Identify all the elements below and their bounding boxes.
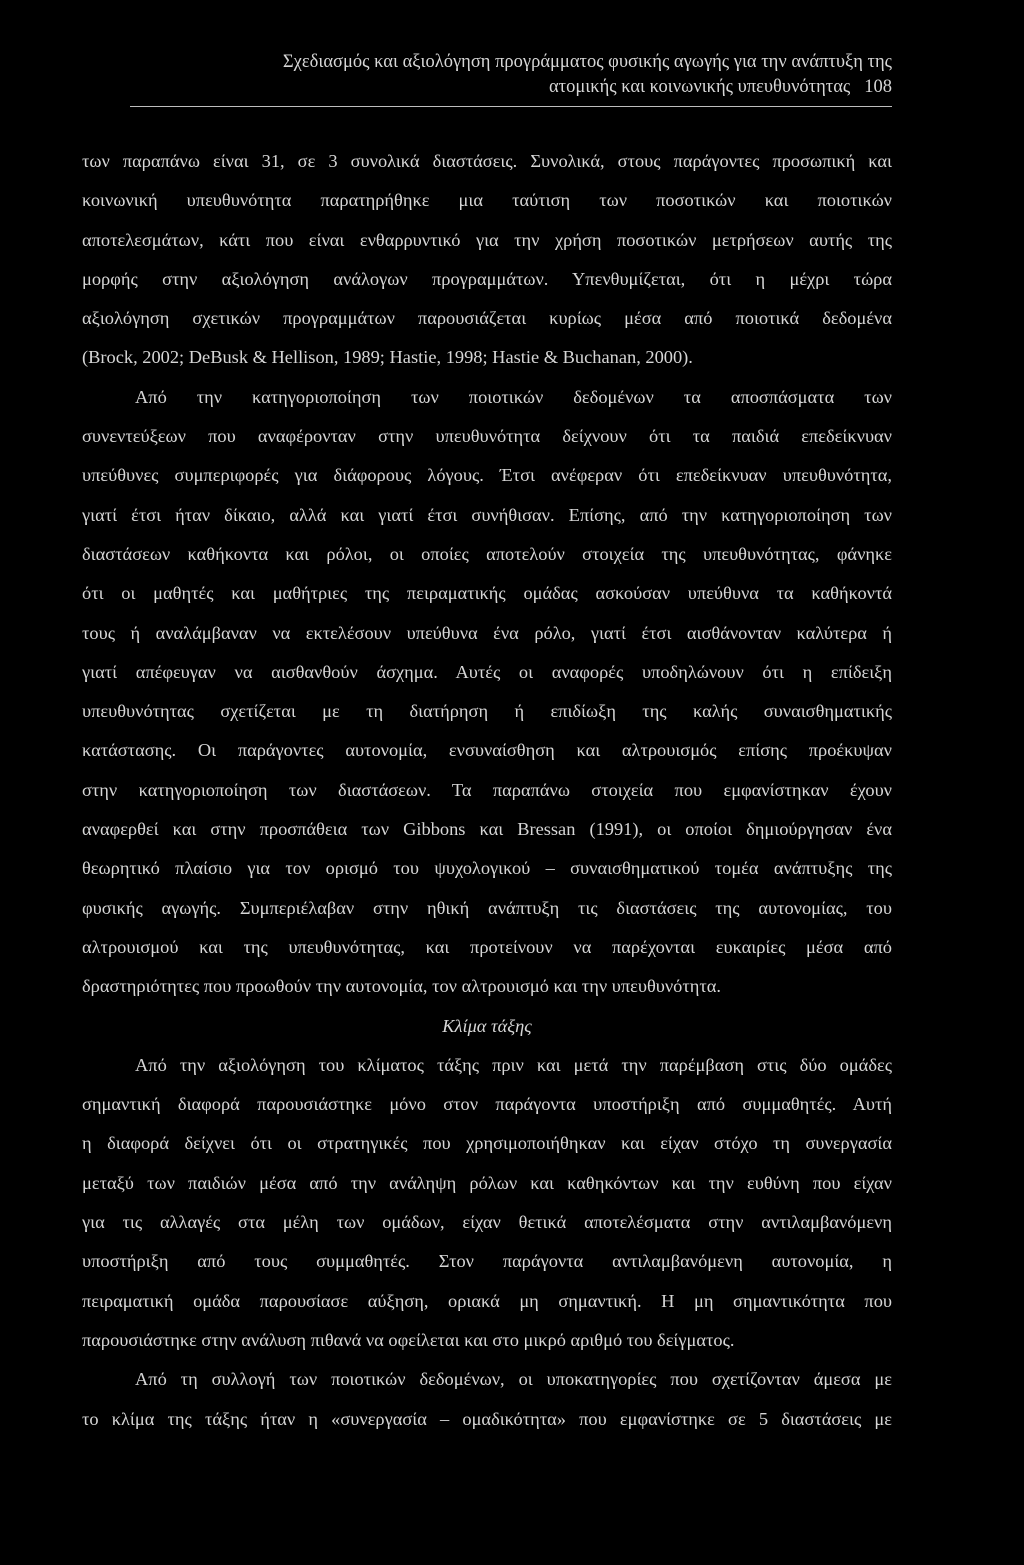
text-line: κατάστασης. Οι παράγοντες αυτονομία, ενσυναίσθηση και αλτρουισμός επίσης προέκυψαν [82, 740, 892, 761]
text-line: διαστάσεων καθήκοντα και ρόλοι, οι οποίες αποτελούν στοιχεία της υπευθυνότητας, φάνηκε [82, 543, 892, 564]
running-head [130, 50, 892, 100]
text-line: φυσικής αγωγής. Συμπεριέλαβαν στην ηθική ανάπτυξη τις διαστάσεις της αυτονομίας, του [82, 897, 892, 918]
text-line: η διαφορά δείχνει ότι οι στρατηγικές που χρησιμοποιήθηκαν και είχαν στόχο τη συνεργασία [82, 1133, 892, 1154]
header-rule [130, 106, 892, 107]
text-line: γιατί έτσι ήταν δίκαιο, αλλά και γιατί έτσι συνήθισαν. Επίσης, από την κατηγοριοποίηση των [82, 504, 892, 525]
running-head-title-line-2 [130, 75, 892, 100]
text-line: Από την κατηγοριοποίηση των ποιοτικών δεδομένων τα αποσπάσματα των [135, 386, 892, 407]
text-line: μορφής στην αξιολόγηση ανάλογων προγραμμάτων. Υπενθυμίζεται, ότι η μέχρι τώρα [82, 268, 892, 289]
text-line: κοινωνική υπευθυνότητα παρατηρήθηκε μια ταύτιση των ποσοτικών και ποιοτικών [82, 190, 892, 211]
text-line: παρουσιάστηκε στην ανάλυση πιθανά να οφείλεται και στο μικρό αριθμό του δείγματος. [82, 1329, 735, 1350]
text-line: στην κατηγοριοποίηση των διαστάσεων. Τα παραπάνω στοιχεία που εμφανίστηκαν έχουν [82, 779, 892, 800]
text-line: αναφερθεί και στην προσπάθεια των Gibbons και Bressan (1991), οι οποίοι δημιούργησαν ένα [82, 819, 892, 840]
text-line: αποτελεσμάτων, κάτι που είναι ενθαρρυντικό για την χρήση ποσοτικών μετρήσεων αυτής της [82, 229, 892, 250]
text-line: υπευθυνότητας σχετίζεται με τη διατήρηση ή επιδίωξη της καλής συναισθηματικής [82, 701, 892, 722]
text-line: τους ή αναλάμβαναν να εκτελέσουν υπεύθυνα ένα ρόλο, γιατί έτσι αισθάνονταν καλύτερα ή [82, 622, 892, 643]
text-line: για τις αλλαγές στα μέλη των ομάδων, είχαν θετικά αποτελέσματα στην αντιλαμβανόμενη [82, 1212, 892, 1233]
running-head-title-line-1: Σχεδιασμός και αξιολόγηση προγράμματος φυσικής αγωγής για την ανάπτυξη της [282, 52, 892, 72]
text-line: συνεντεύξεων που αναφέρονταν στην υπευθυνότητα δείχνουν ότι τα παιδιά επεδείκνυαν [82, 426, 892, 447]
section-heading: Κλίμα τάξης [442, 1015, 532, 1036]
text-line: αξιολόγηση σχετικών προγραμμάτων παρουσιάζεται κυρίως μέσα από ποιοτικά δεδομένα [82, 308, 892, 329]
text-line: αλτρουισμού και της υπευθυνότητας, και προτείνουν να παρέχονται ευκαιρίες μέσα από [82, 936, 892, 957]
text-line: θεωρητικό πλαίσιο για τον ορισμό του ψυχολογικού – συναισθηματικού τομέα ανάπτυξης της [82, 858, 892, 879]
text-line: ότι οι μαθητές και μαθήτριες της πειραματικής ομάδας ασκούσαν υπεύθυνα τα καθήκοντά [82, 583, 892, 604]
text-line: δραστηριότητες που προωθούν την αυτονομία, τον αλτρουισμό και την υπευθυνότητα. [82, 976, 722, 997]
text-line: μεταξύ των παιδιών μέσα από την ανάληψη ρόλων και καθηκόντων και την ευθύνη που είχαν [82, 1172, 892, 1193]
text-line: πειραματική ομάδα παρουσίασε αύξηση, οριακά μη σημαντική. Η μη σημαντικότητα που [82, 1290, 892, 1311]
page-number: 108 [864, 77, 892, 97]
body-text [82, 142, 892, 1439]
text-line: υποστήριξη από τους συμμαθητές. Στον παράγοντα αντιλαμβανόμενη αυτονομία, η [82, 1251, 892, 1272]
text-line: γιατί απέφευγαν να αισθανθούν άσχημα. Αυτές οι αναφορές υποδηλώνουν ότι η επίδειξη [82, 661, 892, 682]
text-line: σημαντική διαφορά παρουσιάστηκε μόνο στον παράγοντα υποστήριξη από συμμαθητές. Αυτή [82, 1094, 892, 1115]
running-head-title-line-2-text: ατομικής και κοινωνικής υπευθυνότητας [548, 77, 851, 97]
text-line: (Brock, 2002; DeBusk & Hellison, 1989; Hastie, 1998; Hastie & Buchanan, 2000). [82, 347, 693, 368]
text-line: Από τη συλλογή των ποιοτικών δεδομένων, οι υποκατηγορίες που σχετίζονταν άμεσα με [135, 1369, 892, 1390]
text-line: υπεύθυνες συμπεριφορές για διάφορους λόγους. Έτσι ανέφεραν ότι επεδείκνυαν υπευθυνότητα, [82, 465, 892, 486]
text-line: Από την αξιολόγηση του κλίματος τάξης πριν και μετά την παρέμβαση στις δύο ομάδες [135, 1054, 892, 1075]
text-line: το κλίμα της τάξης ήταν η «συνεργασία – ομαδικότητα» που εμφανίστηκε σε 5 διαστάσεις με [82, 1408, 892, 1429]
text-line: των παραπάνω είναι 31, σε 3 συνολικά διαστάσεις. Συνολικά, στους παράγοντες προσωπική και [82, 151, 892, 171]
